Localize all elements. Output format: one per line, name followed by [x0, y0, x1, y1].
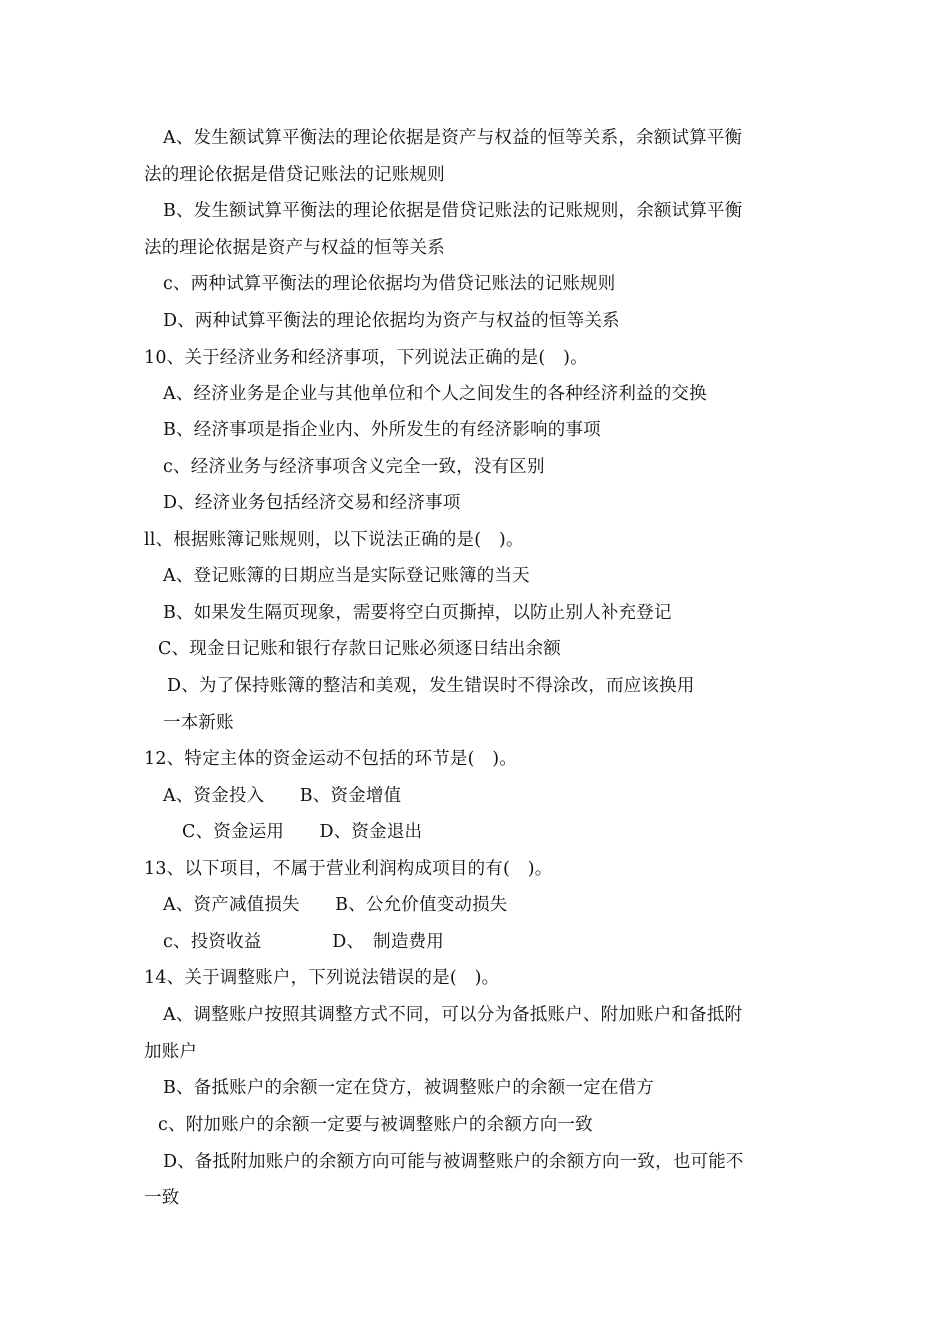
text-line: B、如果发生隔页现象，需要将空白页撕掉，以防止别人补充登记 [163, 603, 672, 623]
text-line: 加账户 [144, 1042, 198, 1062]
question-heading: 13、以下项目，不属于营业利润构成项目的有( )。 [144, 859, 553, 879]
question-heading: ll、根据账簿记账规则，以下说法正确的是( )。 [144, 530, 524, 550]
text-line: A、资金投入 B、资金增值 [163, 786, 402, 806]
text-line: c、两种试算平衡法的理论依据均为借贷记账法的记账规则 [163, 274, 616, 294]
question-heading: 14、关于调整账户，下列说法错误的是( )。 [144, 968, 500, 988]
question-heading: 12、特定主体的资金运动不包括的环节是( )。 [144, 749, 518, 769]
text-line: B、经济事项是指企业内、外所发生的有经济影响的事项 [163, 420, 601, 440]
text-line: 法的理论依据是借贷记账法的记账规则 [144, 165, 445, 185]
text-line: 法的理论依据是资产与权益的恒等关系 [144, 238, 445, 258]
text-line: c、附加账户的余额一定要与被调整账户的余额方向一致 [158, 1115, 593, 1135]
question-heading: 10、关于经济业务和经济事项，下列说法正确的是( )。 [144, 348, 588, 368]
text-line: D、两种试算平衡法的理论依据均为资产与权益的恒等关系 [163, 311, 620, 331]
text-line: 一本新账 [163, 713, 234, 733]
text-line: A、发生额试算平衡法的理论依据是资产与权益的恒等关系，余额试算平衡 [163, 128, 743, 148]
text-line: D、经济业务包括经济交易和经济事项 [163, 493, 461, 513]
text-line: A、资产减值损失 B、公允价值变动损失 [163, 895, 508, 915]
text-line: C、现金日记账和银行存款日记账必须逐日结出余额 [158, 639, 561, 659]
text-line: 一致 [144, 1188, 180, 1208]
text-line: c、经济业务与经济事项含义完全一致，没有区别 [163, 457, 545, 477]
text-line: D、备抵附加账户的余额方向可能与被调整账户的余额方向一致，也可能不 [163, 1152, 744, 1172]
text-line: A、登记账簿的日期应当是实际登记账簿的当天 [163, 566, 530, 586]
text-line: B、发生额试算平衡法的理论依据是借贷记账法的记账规则，余额试算平衡 [163, 201, 743, 221]
text-line: A、经济业务是企业与其他单位和个人之间发生的各种经济利益的交换 [163, 384, 707, 404]
text-line: D、为了保持账簿的整洁和美观，发生错误时不得涂改，而应该换用 [167, 676, 695, 696]
text-line: C、资金运用 D、资金退出 [182, 822, 423, 842]
text-line: c、投资收益 D、 制造费用 [163, 932, 444, 952]
text-line: A、调整账户按照其调整方式不同，可以分为备抵账户、附加账户和备抵附 [163, 1005, 743, 1025]
text-line: B、备抵账户的余额一定在贷方，被调整账户的余额一定在借方 [163, 1078, 654, 1098]
